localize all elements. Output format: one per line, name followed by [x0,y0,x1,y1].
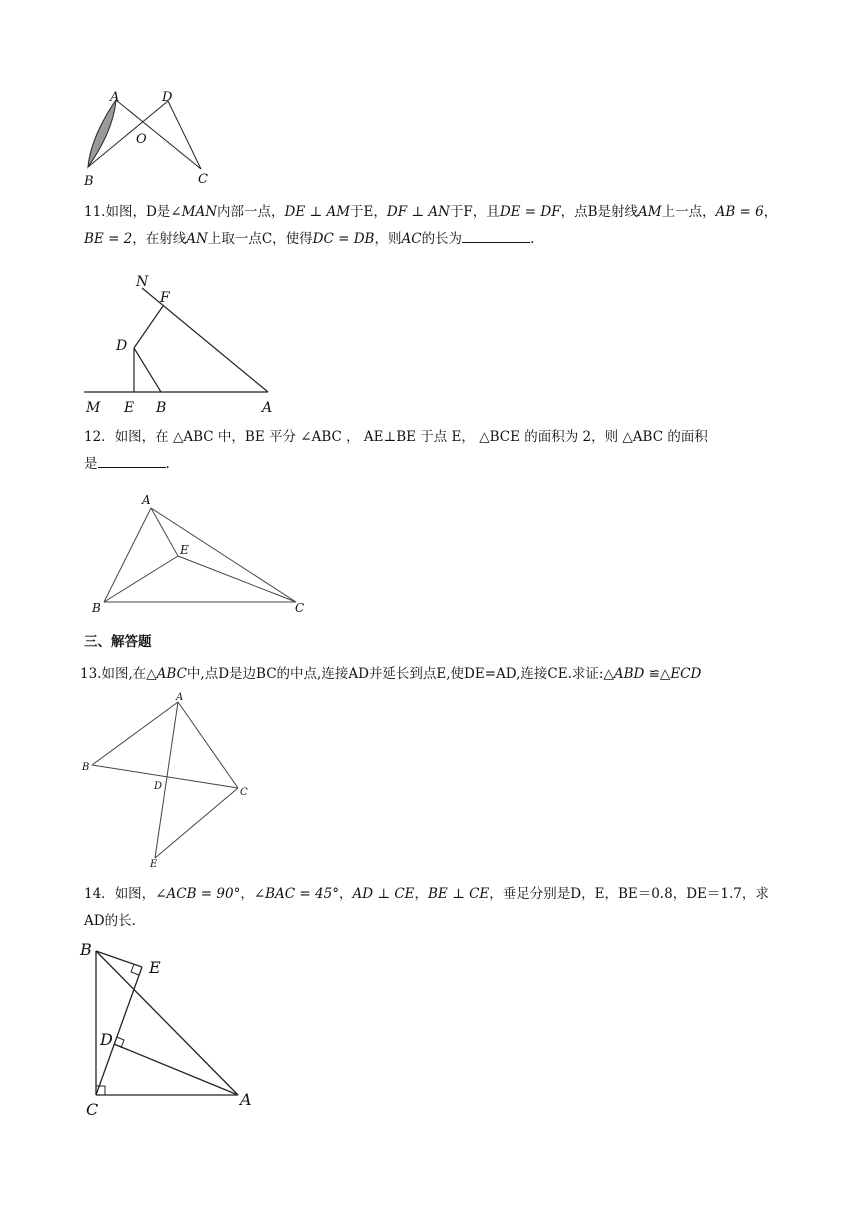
question-number: 13. [80,666,102,682]
question-12 [84,424,784,478]
math-run: BE = 2 [84,231,133,247]
math-run: AC [401,231,422,247]
answer-blank[interactable] [98,453,166,468]
question-12-text [84,424,784,478]
label-o: O [136,132,147,147]
label-m: M [86,400,101,416]
question-13 [80,661,800,688]
figure-q11 [80,272,290,417]
question-number: 14． [84,886,115,902]
math-run: AM [638,204,662,220]
segment-be [96,951,142,967]
text-run: 如图，在 △ABC 中，BE 平分 ∠ABC ， AE⊥BE 于点 E， △BCE 的面积为 2，则 △ABC 的面积 [114,429,708,445]
label-b: B [84,174,94,189]
segment-ec [178,556,296,602]
text-run: 上取一点C，使得 [207,231,313,247]
question-11 [84,199,784,253]
answer-blank[interactable] [462,228,530,243]
figure-q13 [80,690,260,870]
segment-bc [92,765,238,788]
label-a: A [262,400,273,416]
segment-df [134,306,163,348]
question-number: 12． [84,429,115,445]
text-run: ，点B是射线 [560,204,638,220]
label-a: A [240,1090,252,1109]
math-run: ∠MAN [170,204,218,220]
math-run: DE ⊥ AM [284,204,351,220]
math-run: ABC [156,666,187,682]
figure-q13-svg [80,690,260,870]
segment-ae [151,508,178,556]
text-run: . [530,231,535,247]
segment-dc [168,101,201,169]
segment-ae [155,702,178,858]
text-run: 如图， [114,886,156,902]
math-run: ∠ACB = 90° [155,886,241,902]
segment-ec [155,788,238,858]
math-run: ECD [670,666,702,682]
segment-ac [178,702,238,788]
text-run: ， [414,886,429,902]
figure-q12 [88,492,318,617]
label-e: E [150,859,158,870]
text-run: 的长为 [421,231,463,247]
math-run: DE = DF [499,204,561,220]
label-d: D [116,338,128,354]
text-run: 是 [84,456,98,472]
label-c: C [86,1100,99,1119]
math-run: DF ⊥ AN [386,204,450,220]
text-run: 内部一点， [217,204,285,220]
text-run: AD的长. [84,913,136,929]
math-run: DC = DB [312,231,375,247]
label-b: B [156,400,167,416]
label-b: B [80,940,92,959]
text-run: . [165,456,170,472]
label-c: C [198,172,208,187]
text-run: ，则 [374,231,402,247]
text-run: 上一点， [661,204,716,220]
label-a: A [176,692,184,703]
figure-q14 [78,935,268,1120]
text-run: 于E， [350,204,387,220]
math-run: ∠BAC = 45° [253,886,339,902]
label-d: D [154,781,163,792]
label-b: B [92,601,101,615]
segment-ab [92,702,178,765]
segment-ac [116,100,201,169]
section-heading: 三、解答题 [84,634,152,650]
text-run: ， [338,886,353,902]
segment-ba [96,951,238,1095]
text-run: 中,点D是边BC的中点,连接AD并延长到点E,使DE=AD,连接CE.求证:△ [186,666,614,682]
label-c: C [295,601,305,615]
label-n: N [136,274,149,290]
figure-q12-svg [88,492,318,617]
text-run: 如图,在△ [101,666,157,682]
text-run: ， [763,204,778,220]
figure-q11-svg [80,272,290,417]
question-14-text [84,881,784,935]
shaded-lens [88,100,116,167]
label-e: E [124,400,135,416]
figure-q10 [80,85,220,195]
question-13-text [80,661,800,688]
math-run: BE ⊥ CE [428,886,490,902]
label-a: A [142,493,151,507]
segment-ad [114,1044,238,1095]
segment-ac [151,508,296,602]
math-run: AB = 6 [715,204,764,220]
text-run: 如图，D是 [105,204,171,220]
label-d: D [162,90,173,105]
math-run: AN [186,231,208,247]
math-run: ABD [613,666,645,682]
label-c: C [240,787,248,798]
text-run: 于F，且 [449,204,500,220]
figure-q14-svg [78,935,268,1120]
question-number: 11. [84,204,106,220]
label-e: E [180,543,189,557]
label-f: F [160,290,170,306]
label-d: D [100,1030,113,1049]
text-run: ≌△ [644,666,671,682]
figure-q10-svg [80,85,220,195]
math-run: AD ⊥ CE [352,886,415,902]
label-a: A [110,90,120,105]
question-11-text [84,199,784,253]
label-b: B [82,762,90,773]
text-run: ，垂足分别是D，E，BE＝0.8，DE＝1.7，求 [489,886,769,902]
question-14 [84,881,784,935]
text-run: ，在射线 [132,231,187,247]
segment-db [134,348,161,392]
text-run: ， [240,886,254,902]
label-e: E [149,958,161,977]
